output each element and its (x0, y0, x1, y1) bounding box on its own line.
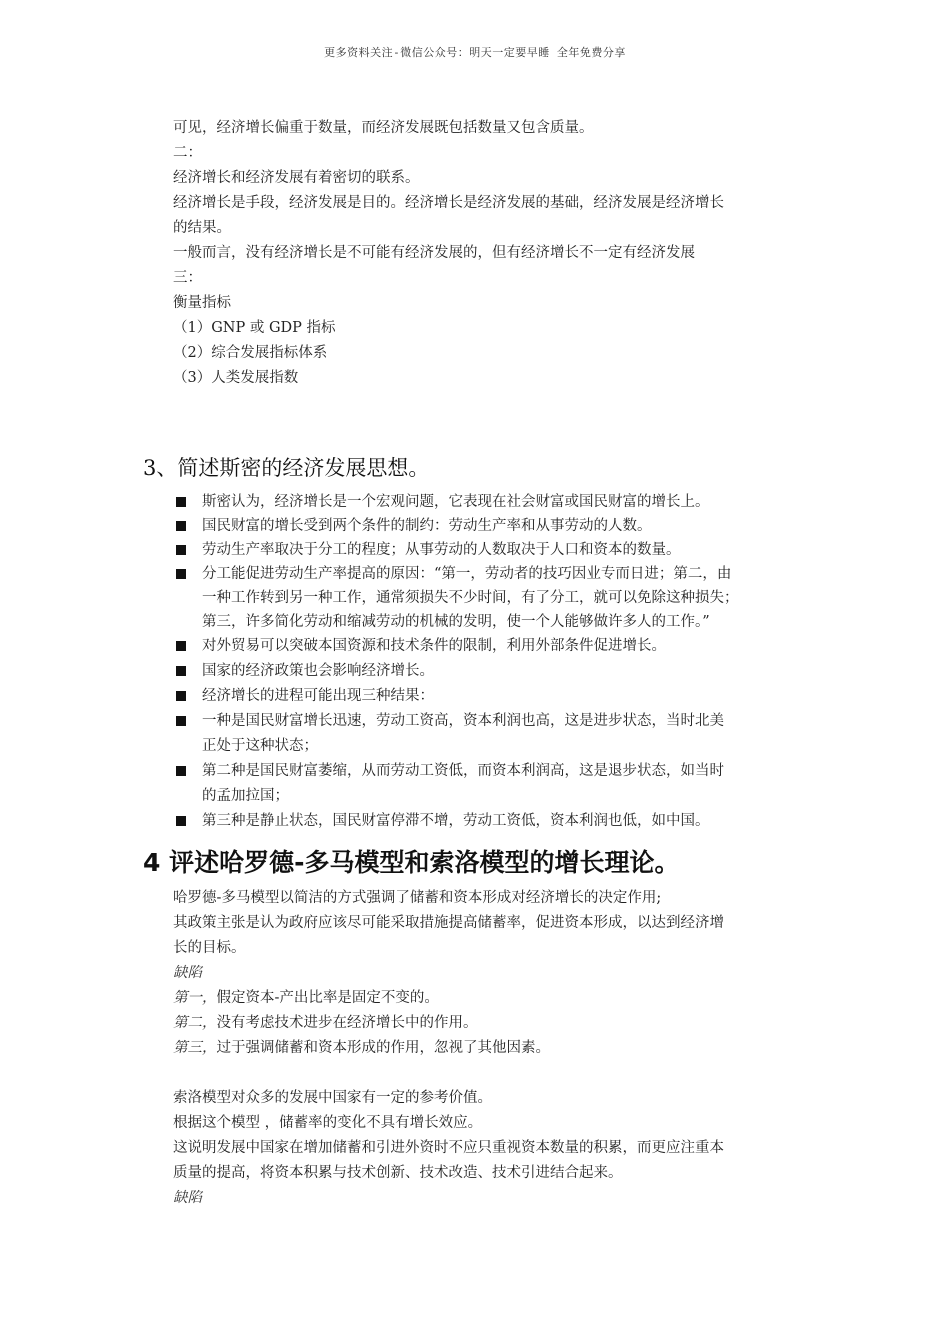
bullet-text: 一种是国民财富增长迅速，劳动工资高，资本利润也高，这是进步状态，当时北美 (202, 713, 724, 729)
text-line: 可见，经济增长偏重于数量，而经济发展既包括数量又包含质量。 (173, 120, 594, 136)
bullet-square-icon (176, 716, 186, 726)
bullet-text: 斯密认为，经济增长是一个宏观问题，它表现在社会财富或国民财富的增长上。 (202, 494, 710, 510)
text-line: 这说明发展中国家在增加储蓄和引进外资时不应只重视资本数量的积累，而更应注重本 (173, 1140, 724, 1156)
bullet-text: 经济增长的进程可能出现三种结果： (202, 688, 434, 704)
defect-text: 过于强调储蓄和资本形成的作用，忽视了其他因素。 (216, 1040, 550, 1056)
bullet-square-icon (176, 691, 186, 701)
bullet-square-icon (176, 497, 186, 507)
bullet-text-cont: 的孟加拉国； (202, 788, 289, 804)
page-header: 更多资料关注-微信公众号：明天一定要早睡 全年免费分享 (324, 46, 626, 59)
defect-ordinal: 第二， (173, 1015, 217, 1031)
text-line: （2）综合发展指标体系 (173, 345, 328, 361)
bullet-square-icon (176, 766, 186, 776)
text-line: 经济增长和经济发展有着密切的联系。 (173, 170, 420, 186)
bullet-text-cont: 一种工作转到另一种工作，通常须损失不少时间，有了分工，就可以免除这种损失； (202, 590, 739, 606)
defect-item (173, 1038, 550, 1058)
text-line: 二： (173, 145, 202, 161)
bullet-text-cont: 第三，许多简化劳动和缩减劳动的机械的发明，使一个人能够做许多人的工作。” (202, 614, 710, 630)
section-3-heading: 3、简述斯密的经济发展思想。 (143, 456, 430, 480)
text-line: 索洛模型对众多的发展中国家有一定的参考价值。 (173, 1090, 492, 1106)
bullet-text: 第二种是国民财富萎缩，从而劳动工资低，而资本利润高，这是退步状态，如当时 (202, 763, 724, 779)
text-line: 一般而言，没有经济增长是不可能有经济发展的，但有经济增长不一定有经济发展 (173, 245, 695, 261)
bullet-square-icon (176, 545, 186, 555)
defect-label: 缺陷 (173, 1190, 202, 1206)
text-line: 经济增长是手段，经济发展是目的。经济增长是经济发展的基础，经济发展是经济增长 (173, 195, 724, 211)
defect-ordinal: 第一， (173, 990, 217, 1006)
defect-text: 假定资本-产出比率是固定不变的。 (216, 990, 439, 1006)
text-line: 长的目标。 (173, 940, 246, 956)
text-line: 的结果。 (173, 220, 231, 236)
section-4-heading: 4 评述哈罗德-多马模型和索洛模型的增长理论。 (143, 848, 680, 877)
bullet-square-icon (176, 641, 186, 651)
text-line: 根据这个模型 ，储蓄率的变化不具有增长效应。 (173, 1115, 483, 1131)
defect-label: 缺陷 (173, 965, 202, 981)
text-line: 其政策主张是认为政府应该尽可能采取措施提高储蓄率，促进资本形成，以达到经济增 (173, 915, 724, 931)
defect-item (173, 1013, 478, 1033)
bullet-square-icon (176, 569, 186, 579)
bullet-text: 劳动生产率取决于分工的程度；从事劳动的人数取决于人口和资本的数量。 (202, 542, 681, 558)
bullet-text: 分工能促进劳动生产率提高的原因：“第一，劳动者的技巧因业专而日进；第二，由 (202, 566, 732, 582)
text-line: 哈罗德-多马模型以简洁的方式强调了储蓄和资本形成对经济增长的决定作用; (173, 890, 662, 906)
bullet-text: 第三种是静止状态，国民财富停滞不增，劳动工资低，资本利润也低，如中国。 (202, 813, 710, 829)
text-line: 衡量指标 (173, 295, 231, 311)
bullet-square-icon (176, 816, 186, 826)
text-line: 三： (173, 270, 202, 286)
bullet-text: 对外贸易可以突破本国资源和技术条件的限制，利用外部条件促进增长。 (202, 638, 666, 654)
bullet-text-cont: 正处于这种状态； (202, 738, 318, 754)
defect-text: 没有考虑技术进步在经济增长中的作用。 (216, 1015, 478, 1031)
text-line: 质量的提高，将资本积累与技术创新、技术改造、技术引进结合起来。 (173, 1165, 623, 1181)
bullet-square-icon (176, 521, 186, 531)
text-line: （1）GNP 或 GDP 指标 (173, 320, 336, 336)
bullet-text: 国家的经济政策也会影响经济增长。 (202, 663, 434, 679)
defect-ordinal: 第三， (173, 1040, 217, 1056)
defect-item (173, 988, 439, 1008)
bullet-square-icon (176, 666, 186, 676)
bullet-text: 国民财富的增长受到两个条件的制约：劳动生产率和从事劳动的人数。 (202, 518, 652, 534)
text-line: （3）人类发展指数 (173, 370, 299, 386)
